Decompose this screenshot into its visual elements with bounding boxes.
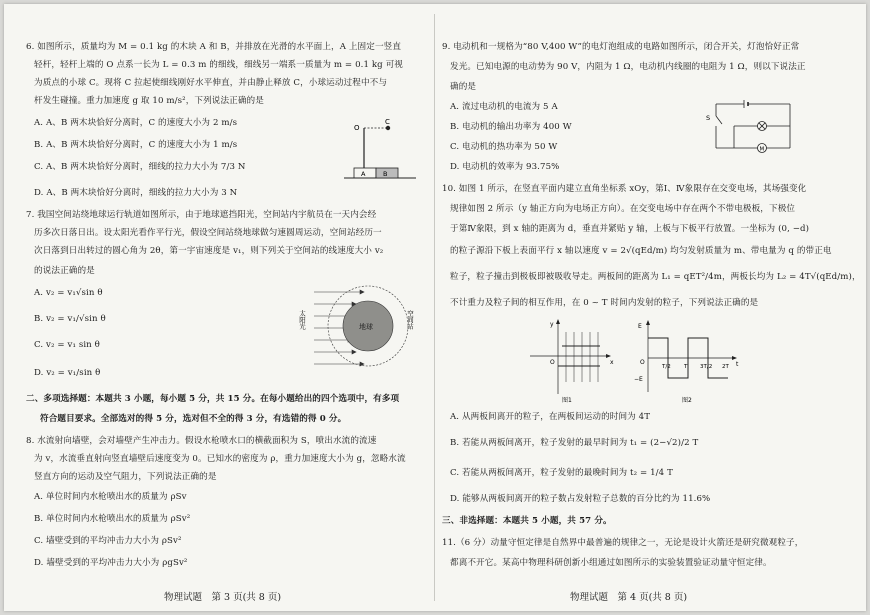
q8-option-b: B. 单位时间内水枪喷出水的质量为 ρSv²: [34, 514, 191, 524]
fig2-tick-3: 3T/2: [700, 364, 713, 370]
fig1-caption: 图1: [562, 397, 572, 404]
q7-line4: 的说法正确的是: [34, 266, 95, 276]
label-b: B: [383, 170, 388, 178]
fig2-tick-2: T: [684, 364, 688, 370]
fig1-label-o: O: [550, 359, 555, 366]
q9-line3: 确的是: [450, 82, 477, 92]
fig2-label-t: t: [736, 361, 739, 368]
footer-page-3: 物理试题 第 3 页(共 8 页): [164, 592, 282, 603]
q7-option-a: A. v₂ = v₁√sin θ: [34, 288, 103, 298]
q10-line3: 于第Ⅳ象限，到 x 轴的距离为 d，垂直并紧贴 y 轴，上板与下板平行放置。一坐标为 (0, −d): [450, 224, 810, 234]
fig2-label-o: O: [640, 359, 645, 366]
q7-option-d: D. v₂ = v₁/sin θ: [34, 368, 101, 378]
q9-circuit: [704, 100, 798, 160]
q7-line2: 历多次日落日出。设太阳光看作平行光，假设空间站绕地球做匀速圆周运动，空间站经历一: [34, 228, 382, 238]
q7-line3: 次日落到日出转过的圆心角为 2θ，第一宇宙速度是 v₁，则下列关于空间站的线速度大小 v₂: [34, 246, 384, 256]
q10-option-d: D. 能够从两板间离开的粒子数占发射粒子总数的百分比约为 11.6%: [450, 494, 711, 504]
label-switch: S: [706, 114, 711, 122]
q6-option-c: C. A、B 两木块恰好分离时，细线的拉力大小为 7/3 N: [34, 162, 246, 172]
label-a: A: [361, 170, 366, 178]
q6-option-b: B. A、B 两木块恰好分离时，C 的速度大小为 1 m/s: [34, 140, 238, 150]
q8-option-a: A. 单位时间内水枪喷出水的质量为 ρSv: [34, 492, 187, 502]
q9-option-d: D. 电动机的效率为 93.75%: [450, 162, 560, 172]
q10-option-a: A. 从两板间离开的粒子，在两板间运动的时间为 4T: [450, 412, 651, 422]
q10-option-b: B. 若能从两板间离开，粒子发射的最早时间为 t₁ = (2−√2)/2 T: [450, 438, 699, 448]
q9-line2: 发光。已知电源的电动势为 90 V，内阻为 1 Ω，电动机内线圈的电阻为 1 Ω，则以下说法正: [450, 62, 806, 72]
fig2-caption: 图2: [682, 397, 692, 404]
q7-figure: [300, 280, 418, 372]
fig2-label-e: E: [638, 323, 642, 330]
q6-option-a: A. A、B 两木块恰好分离时，C 的速度大小为 2 m/s: [34, 118, 238, 128]
q9-option-c: C. 电动机的热功率为 50 W: [450, 142, 558, 152]
label-o: O: [354, 124, 360, 132]
section2-line1: 二、多项选择题：本题共 3 小题，每小题 5 分，共 15 分。在每小题给出的四个选项中，有多项: [26, 394, 400, 404]
page-4: [436, 4, 864, 611]
q10-figure2: [632, 318, 742, 404]
q6-line2: 轻杆，轻杆上端的 O 点系一长为 L = 0.3 m 的细线，细线另一端系一质量为 m = 0.1 kg 可视: [34, 60, 403, 70]
fig1-label-x: x: [610, 359, 614, 366]
q6-line3: 为质点的小球 C。现将 C 拉起使细线刚好水平伸直，并由静止释放 C，小球运动过程中不与: [34, 78, 388, 88]
page-3: [4, 4, 432, 611]
q8-option-c: C. 墙壁受到的平均冲击力大小为 ρSv²: [34, 536, 182, 546]
q9-option-a: A. 流过电动机的电流为 5 A: [450, 102, 558, 112]
label-sunlight: 太阳光: [298, 310, 306, 330]
footer-page-4: 物理试题 第 4 页(共 8 页): [570, 592, 688, 603]
q7-option-c: C. v₂ = v₁ sin θ: [34, 340, 100, 350]
q10-line6: 不计重力及粒子间的相互作用，在 0 ~ T 时间内发射的粒子，下列说法正确的是: [450, 298, 759, 308]
q11-line1: 11.（6 分）动量守恒定律是自然界中最普遍的规律之一，无论是设计火箭还是研究微观粒子，: [442, 538, 804, 548]
q9-line1: 9. 电动机和一规格为“80 V,400 W”的电灯泡组成的电路如图所示，闭合开关，灯泡恰好正常: [442, 42, 800, 52]
q10-figure1: [522, 318, 618, 404]
page-divider: [434, 14, 435, 601]
label-motor: M: [759, 146, 765, 153]
q10-line1: 10. 如图 1 所示，在竖直平面内建立直角坐标系 xOy，第Ⅰ、Ⅳ象限存在交变电场，其场强变化: [442, 184, 807, 194]
q8-option-d: D. 墙壁受到的平均冲击力大小为 ρgSv²: [34, 558, 188, 568]
q8-line2: 为 v，水流垂直射向竖直墙壁后速度变为 0。已知水的密度为 ρ，重力加速度大小为 g，忽略水流: [34, 454, 406, 464]
q8-line1: 8. 水流射向墙壁，会对墙壁产生冲击力。假设水枪喷水口的横截面积为 S，喷出水流的流速: [26, 436, 377, 446]
label-c: C: [385, 118, 390, 126]
q11-line2: 都离不开它。某高中物理科研创新小组通过如图所示的实验装置验证动量守恒定律。: [450, 558, 772, 568]
fig2-tick-4: 2T: [722, 364, 729, 370]
q10-line5: 粒子，粒子撞击到极板即被吸收导走。两板间的距离为 L₁ = qET²/4m，两板长均为 L₂ = 4T√(qEd/m)，: [450, 272, 861, 282]
fig1-label-y: y: [550, 321, 554, 328]
q10-line2: 规律如图 2 所示（y 轴正方向为电场正方向）。在交变电场中存在两个不带电极板，下极位: [450, 204, 796, 214]
q10-option-c: C. 若能从两板间离开，粒子发射的最晚时间为 t₂ = 1/4 T: [450, 468, 673, 478]
ball-c: [386, 126, 390, 130]
section3-heading: 三、非选择题：本题共 5 小题，共 57 分。: [442, 516, 612, 526]
q6-figure: [340, 116, 420, 186]
section2-line2: 符合题目要求。全部选对的得 5 分，选对但不全的得 3 分，有选错的得 0 分。: [40, 414, 347, 424]
label-earth: 地球: [359, 323, 373, 331]
fig2-tick-1: T/2: [662, 364, 671, 370]
fig2-label-neg-e: −E: [634, 376, 643, 383]
q7-line1: 7. 我国空间站绕地球运行轨道如图所示，由于地球遮挡阳光，空间站内宇航员在一天内会经: [26, 210, 377, 220]
q6-line4: 杆发生碰撞。重力加速度 g 取 10 m/s²，下列说法正确的是: [34, 96, 264, 106]
label-station: 空间站: [406, 310, 414, 330]
q8-line3: 竖直方向的运动及空气阻力，下列说法正确的是: [34, 472, 217, 482]
q7-option-b: B. v₂ = v₁/√sin θ: [34, 314, 106, 324]
exam-sheet: [4, 4, 866, 611]
q6-option-d: D. A、B 两木块恰好分离时，细线的拉力大小为 3 N: [34, 188, 238, 198]
q10-line4: 的粒子源沿下板上表面平行 x 轴以速度 v = 2√(qEd/m) 均匀发射质量为 m、带电量为 q 的带正电: [450, 246, 832, 256]
q9-option-b: B. 电动机的输出功率为 400 W: [450, 122, 572, 132]
q6-line1: 6. 如图所示，质量均为 M = 0.1 kg 的木块 A 和 B，并排放在光滑的水平面上，A 上固定一竖直: [26, 42, 402, 52]
